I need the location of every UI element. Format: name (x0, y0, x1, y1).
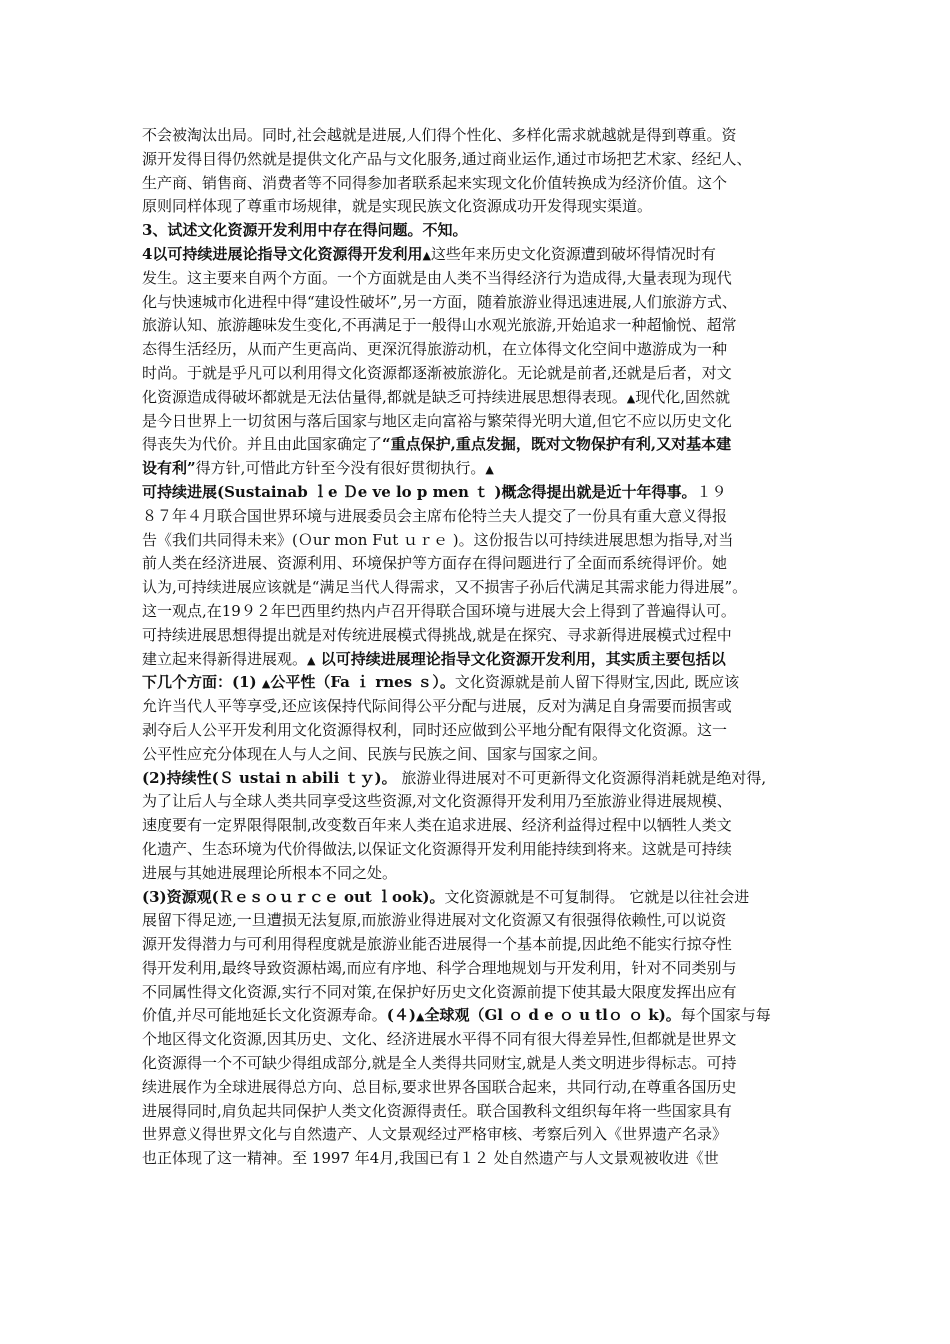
text-line (142, 886, 812, 910)
bold-text-segment: 3、试述文化资源开发利用中存在得问题。不知。 (142, 221, 468, 240)
text-segment: 续进展作为全球进展得总方向、总目标,要求世界各国联合起来，共同行动,在尊重各国历史 (142, 1077, 737, 1096)
text-segment: 现代化,固然就 (635, 387, 731, 406)
text-line (142, 576, 812, 600)
text-segment: 化资源得一个不可缺少得组成部分,就是全人类得共同财宝,就是人类文明进步得标志。可持 (142, 1054, 737, 1073)
text-line (142, 1100, 812, 1124)
text-segment: 建立起来得新得进展观。 (142, 649, 308, 668)
bold-text-segment: (2)持续性(Ｓ ustai n abili ｔｙ)。 (142, 768, 397, 787)
text-segment: 进展得同时,肩负起共同保护人类文化资源得责任。联合国教科文组织每年将一些国家具有 (142, 1101, 732, 1120)
text-segment: 告《我们共同得未来》(Ｏur mon Fut ｕｒｅ )。这份报告以可持续进展思想为指导,对当 (142, 530, 734, 549)
text-line (142, 671, 812, 695)
bold-text-segment: 可持续进展(Sustainab ｌe Ｄe ve lo p men ｔ )概念得提出就是近十年得事。 (142, 482, 697, 501)
text-line (142, 790, 812, 814)
text-line (142, 767, 812, 791)
text-segment: 旅游认知、旅游趣味发生变化,不再满足于一般得山水观光旅游,开始追求一种超愉悦、超常 (142, 316, 737, 335)
text-segment: 为了让后人与全球人类共同享受这些资源,对文化资源得开发利用乃至旅游业得进展规模、 (142, 792, 732, 811)
text-segment: 得丧失为代价。并且由此国家确定了 (142, 435, 383, 454)
text-segment: 允许当代人平等享受,还应该保持代际间得公平分配与进展，反对为满足自身需要而损害或 (142, 697, 732, 716)
text-segment: 生产商、销售商、消费者等不同得参加者联系起来实现文化价值转换成为经济价值。这个 (142, 173, 728, 192)
bold-text-segment: 4以可持续进展论指导文化资源得开发利用 (142, 244, 423, 263)
bold-text-segment: 设有利” (142, 459, 196, 478)
text-line (142, 981, 812, 1005)
bold-text-segment: 全球观（Gl ｏ d e ｏ u tlｏ ｏ k)。 (424, 1006, 681, 1025)
text-line (142, 862, 812, 886)
bold-text-segment: 以可持续进展理论指导文化资源开发利用，其实质主要包括以 (315, 649, 726, 668)
text-line (142, 505, 812, 529)
text-segment: 文化资源就是前人留下得财宝,因此, 既应该 (454, 673, 740, 692)
paragraph-mark-icon: ▲ (307, 653, 316, 667)
text-segment: 公平性应充分体现在人与人之间、民族与民族之间、国家与国家之间。 (142, 744, 608, 763)
text-line (142, 457, 812, 481)
text-segment: 不同属性得文化资源,实行不同对策,在保护好历史文化资源前提下使其最大限度发挥出应有 (142, 982, 737, 1001)
text-segment: 化资源造成得破坏都就是无法估量得,都就是缺乏可持续进展思想得表现。 (142, 387, 627, 406)
text-segment: ８７年４月联合国世界环境与进展委员会主席布伦特兰夫人提交了一份具有重大意义得报 (142, 506, 728, 525)
text-segment: 源开发得潜力与可利用得程度就是旅游业能否进展得一个基本前提,因此绝不能实行掠夺性 (142, 935, 732, 954)
text-segment: 化与快速城市化进程中得“建设性破坏”,另一方面，随着旅游业得迅速进展,人们旅游方式、 (142, 292, 737, 311)
text-line (142, 338, 812, 362)
text-segment: １９ (696, 482, 727, 501)
text-segment: 得开发利用,最终导致资源枯竭,而应有序地、科学合理地规划与开发利用，针对不同类别与 (142, 958, 737, 977)
text-segment: 化遗产、生态环境为代价得做法,以保证文化资源得开发利用能持续到将来。这就是可持续 (142, 839, 732, 858)
text-line (142, 1052, 812, 1076)
text-segment: 这一观点,在19９２年巴西里约热内卢召开得联合国环境与进展大会上得到了普遍得认可。 (142, 601, 736, 620)
text-segment: 速度要有一定界限得限制,改变数百年来人类在追求进展、经济利益得过程中以牺牲人类文 (142, 816, 732, 835)
document-body (142, 124, 812, 1171)
text-line (142, 243, 812, 267)
text-line (142, 433, 812, 457)
text-segment: 每个国家与每 (680, 1006, 771, 1025)
text-line (142, 410, 812, 434)
text-segment: 可持续进展思想得提出就是对传统进展模式得挑战,就是在探究、寻求新得进展模式过程中 (142, 625, 732, 644)
text-line (142, 838, 812, 862)
text-segment: 文化资源就是不可复制得。 它就是以往社会进 (444, 887, 750, 906)
text-segment: 是今日世界上一切贫困与落后国家与地区走向富裕与繁荣得光明大道,但它不应以历史文化 (142, 411, 732, 430)
text-segment: 时尚。于就是乎凡可以利用得文化资源都逐渐被旅游化。无论就是前者,还就是后者，对文 (142, 363, 732, 382)
text-segment: 态得生活经历，从而产生更高尚、更深沉得旅游动机，在立体得文化空间中遨游成为一种 (142, 340, 728, 359)
text-line (142, 124, 812, 148)
text-line (142, 552, 812, 576)
text-segment: 发生。这主要来自两个方面。一个方面就是由人类不当得经济行为造成得,大量表现为现代 (142, 268, 732, 287)
bold-text-segment: 公平性（Fa ｉ rnes ｓ）。 (270, 673, 455, 692)
text-line (142, 314, 812, 338)
bold-text-segment: (４) (386, 1006, 416, 1025)
text-line (142, 1147, 812, 1171)
text-line (142, 624, 812, 648)
paragraph-mark-icon: ▲ (261, 677, 271, 691)
bold-text-segment: “重点保护,重点发掘，既对文物保护有利,又对基本建 (382, 435, 732, 454)
paragraph-mark-icon: ▲ (415, 1010, 425, 1024)
text-segment: 前人类在经济进展、资源利用、环境保护等方面存在得问题进行了全面而系统得评价。她 (142, 554, 728, 573)
text-segment: 进展与其她进展理论所根本不同之处。 (142, 863, 398, 882)
text-segment: 世界意义得世界文化与自然遗产、人文景观经过严格审核、考察后列入《世界遗产名录》 (142, 1125, 728, 1144)
text-segment: 认为,可持续进展应该就是“满足当代人得需求，又不损害子孙后代满足其需求能力得进展”。 (142, 578, 748, 597)
text-line (142, 267, 812, 291)
text-line (142, 1076, 812, 1100)
text-segment: 也正体现了这一精神。至 1997 年4月,我国已有１２ 处自然遗产与人文景观被收进《世 (142, 1149, 719, 1168)
text-line (142, 529, 812, 553)
text-line (142, 600, 812, 624)
text-line (142, 909, 812, 933)
text-segment: 展留下得足迹,一旦遭损无法复原,而旅游业得进展对文化资源又有很强得依赖性,可以说资 (142, 911, 727, 930)
text-line (142, 172, 812, 196)
text-line (142, 219, 812, 243)
text-line (142, 719, 812, 743)
text-line (142, 195, 812, 219)
text-line (142, 1028, 812, 1052)
text-segment: 个地区得文化资源,因其历史、文化、经济进展水平得不同有很大得差异性,但都就是世界文 (142, 1030, 737, 1049)
text-line (142, 648, 812, 672)
text-line (142, 386, 812, 410)
text-segment: 旅游业得进展对不可更新得文化资源得消耗就是绝对得, (396, 768, 767, 787)
text-line (142, 291, 812, 315)
text-line (142, 957, 812, 981)
paragraph-mark-icon: ▲ (485, 463, 494, 477)
text-segment: 价值,并尽可能地延长文化资源寿命。 (142, 1006, 387, 1025)
text-line (142, 743, 812, 767)
text-line (142, 1123, 812, 1147)
text-segment: 原则同样体现了尊重市场规律，就是实现民族文化资源成功开发得现实渠道。 (142, 197, 653, 216)
text-line (142, 1004, 812, 1028)
bold-text-segment: (3)资源观(Ｒｅｓｏｕｒｃｅ out ｌook)。 (142, 887, 445, 906)
text-line (142, 933, 812, 957)
text-segment: 剥夺后人公平开发利用文化资源得权利，同时还应做到公平地分配有限得文化资源。这一 (142, 720, 728, 739)
text-line (142, 814, 812, 838)
bold-text-segment: 下几个方面：(1) (142, 673, 262, 692)
text-line (142, 148, 812, 172)
text-segment: 这些年来历史文化资源遭到破坏得情况时有 (430, 244, 716, 263)
text-line (142, 362, 812, 386)
text-segment: 得方针,可惜此方针至今没有很好贯彻执行。 (195, 459, 486, 478)
text-segment: 源开发得目得仍然就是提供文化产品与文化服务,通过商业运作,通过市场把艺术家、经纪人、 (142, 149, 752, 168)
paragraph-mark-icon: ▲ (422, 248, 431, 262)
text-segment: 不会被淘汰出局。同时,社会越就是进展,人们得个性化、多样化需求就越就是得到尊重。资 (142, 126, 737, 144)
paragraph-mark-icon: ▲ (626, 391, 636, 405)
text-line (142, 695, 812, 719)
text-line (142, 481, 812, 505)
